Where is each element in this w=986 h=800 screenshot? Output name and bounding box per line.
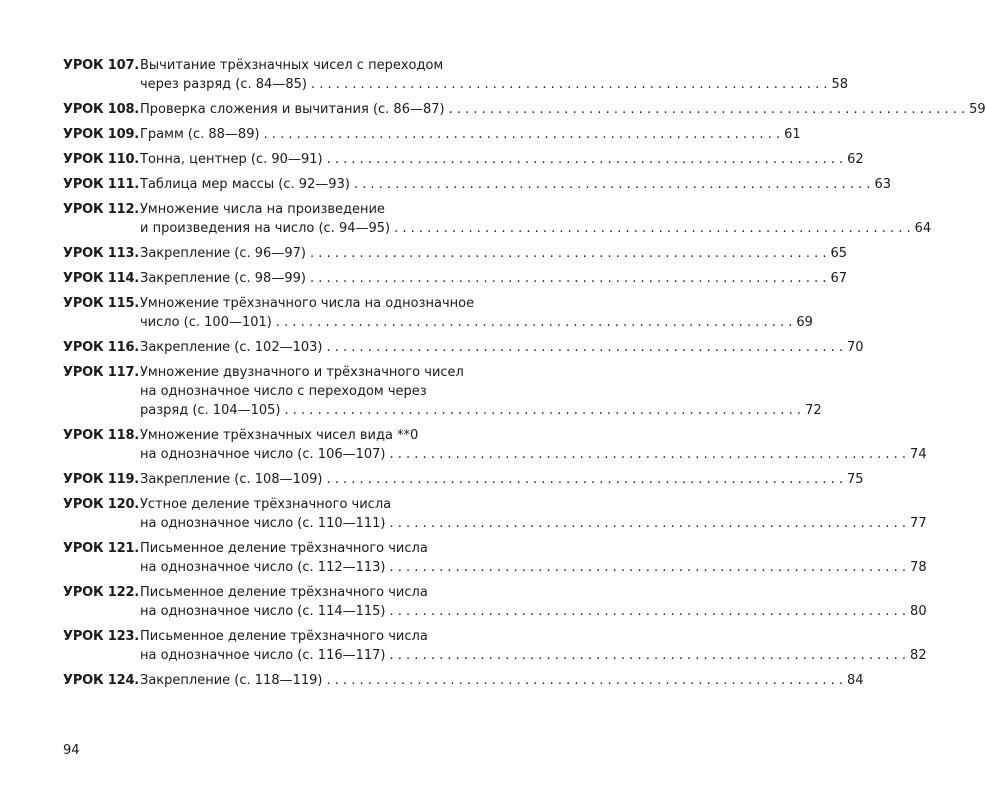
title-line [140, 495, 927, 514]
title-line [140, 539, 927, 558]
lesson-number: УРОК 124. [63, 673, 140, 688]
title-text: Закрепление (с. 108—109) [140, 472, 323, 487]
page-ref: 59 [969, 102, 986, 117]
title-line [140, 150, 864, 169]
lesson-number: УРОК 111. [63, 177, 140, 192]
title-text: Устное деление трёхзначного числа [140, 497, 392, 512]
title-text: Умножение трёхзначных чисел вида **0 [140, 428, 419, 443]
title-line [140, 175, 891, 194]
title-text: Умножение числа на произведение [140, 202, 385, 217]
dot-leader [311, 75, 828, 94]
title-line [140, 269, 847, 288]
title-text: Письменное деление трёхзначного числа [140, 585, 428, 600]
lesson-title [140, 150, 864, 169]
page-ref: 69 [796, 315, 813, 330]
title-line [140, 313, 813, 332]
toc-entry [63, 294, 813, 332]
title-line [140, 602, 927, 621]
page-ref: 78 [910, 560, 927, 575]
lesson-number: УРОК 115. [63, 296, 140, 311]
title-text: Таблица мер массы (с. 92—93) [140, 177, 350, 192]
lesson-title [140, 470, 864, 489]
title-line [140, 426, 927, 445]
page-number: 94 [63, 743, 80, 758]
lesson-title [140, 363, 822, 420]
lesson-number: УРОК 122. [63, 585, 140, 600]
title-line [140, 56, 848, 75]
title-text: Проверка сложения и вычитания (с. 86—87) [140, 102, 445, 117]
dot-leader [310, 244, 827, 263]
lesson-number: УРОК 120. [63, 497, 140, 512]
title-line [140, 363, 822, 382]
title-text: на однозначное число (с. 112—113) [140, 560, 386, 575]
dot-leader [390, 602, 907, 621]
toc-entry [63, 671, 864, 690]
page-ref: 82 [910, 648, 927, 663]
toc-entry [63, 470, 864, 489]
lesson-title [140, 426, 927, 464]
title-text: на однозначное число (с. 106—107) [140, 447, 386, 462]
dot-leader [285, 401, 802, 420]
lesson-title [140, 495, 927, 533]
page-ref: 84 [847, 673, 864, 688]
title-text: Письменное деление трёхзначного числа [140, 629, 428, 644]
lesson-title [140, 338, 864, 357]
dot-leader [327, 150, 844, 169]
title-text: на однозначное число (с. 114—115) [140, 604, 386, 619]
title-text: Закрепление (с. 102—103) [140, 340, 323, 355]
toc-entry [63, 269, 848, 288]
page-ref: 67 [830, 271, 848, 286]
lesson-title [140, 583, 927, 621]
toc-entry [63, 244, 848, 263]
dot-leader [449, 100, 966, 119]
lesson-title [140, 627, 927, 665]
title-text: через разряд (с. 84—85) [140, 77, 307, 92]
toc-entry [63, 100, 986, 119]
title-line [140, 470, 864, 489]
title-text: Письменное деление трёхзначного числа [140, 541, 428, 556]
toc-entry [63, 56, 849, 94]
title-line [140, 445, 927, 464]
dot-leader [390, 445, 907, 464]
title-line [140, 338, 864, 357]
title-line [140, 294, 813, 313]
title-line [140, 382, 822, 401]
lesson-number: УРОК 112. [63, 202, 140, 217]
lesson-number: УРОК 113. [63, 246, 140, 261]
toc-entry [63, 175, 892, 194]
title-line [140, 125, 801, 144]
lesson-title [140, 671, 864, 690]
page-ref: 58 [831, 77, 849, 92]
title-line [140, 646, 927, 665]
lesson-number: УРОК 121. [63, 541, 140, 556]
page-ref: 65 [830, 246, 848, 261]
lesson-number: УРОК 117. [63, 365, 140, 380]
lesson-title [140, 244, 847, 263]
title-text: Умножение двузначного и трёхзначного чисел [140, 365, 464, 380]
page-ref: 72 [805, 403, 822, 418]
title-text: на однозначное число с переходом через [140, 384, 427, 399]
title-line [140, 627, 927, 646]
title-text: Закрепление (с. 96—97) [140, 246, 306, 261]
lesson-number: УРОК 108. [63, 102, 140, 117]
toc-entry [63, 583, 927, 621]
lesson-number: УРОК 114. [63, 271, 140, 286]
title-line [140, 219, 931, 238]
title-line [140, 514, 927, 533]
lesson-title [140, 539, 927, 577]
toc-entry [63, 125, 801, 144]
title-text: на однозначное число (с. 110—111) [140, 516, 386, 531]
title-text: Вычитание трёхзначных чисел с переходом [140, 58, 444, 73]
title-text: и произведения на число (с. 94—95) [140, 221, 391, 236]
lesson-title [140, 125, 801, 144]
lesson-title [140, 269, 847, 288]
title-line [140, 200, 931, 219]
toc-entry [63, 539, 927, 577]
dot-leader [326, 470, 843, 489]
lesson-number: УРОК 119. [63, 472, 140, 487]
title-line [140, 100, 986, 119]
title-text: число (с. 100—101) [140, 315, 272, 330]
toc-entry [63, 627, 927, 665]
dot-leader [354, 175, 871, 194]
page-ref: 75 [847, 472, 864, 487]
title-text: Грамм (с. 88—89) [140, 127, 260, 142]
dot-leader [390, 514, 907, 533]
lesson-title [140, 294, 813, 332]
page-ref: 61 [784, 127, 801, 142]
title-line [140, 558, 927, 577]
toc-entry [63, 338, 864, 357]
lesson-number: УРОК 116. [63, 340, 140, 355]
dot-leader [326, 338, 843, 357]
dot-leader [276, 313, 793, 332]
page-ref: 80 [910, 604, 927, 619]
lesson-number: УРОК 110. [63, 152, 140, 167]
dot-leader [394, 219, 911, 238]
title-text: Закрепление (с. 98—99) [140, 271, 306, 286]
dot-leader [390, 558, 907, 577]
toc-entry [63, 426, 927, 464]
dot-leader [326, 671, 843, 690]
page-ref: 77 [910, 516, 927, 531]
lesson-title [140, 175, 891, 194]
title-line [140, 401, 822, 420]
lesson-number: УРОК 107. [63, 58, 140, 73]
toc-entry [63, 150, 864, 169]
title-line [140, 75, 848, 94]
toc-entry [63, 363, 822, 420]
dot-leader [264, 125, 781, 144]
lesson-title [140, 56, 848, 94]
toc-entry [63, 200, 932, 238]
title-text: разряд (с. 104—105) [140, 403, 281, 418]
lesson-number: УРОК 109. [63, 127, 140, 142]
lesson-title [140, 200, 931, 238]
lesson-number: УРОК 123. [63, 629, 140, 644]
page-ref: 74 [910, 447, 927, 462]
title-text: Умножение трёхзначного числа на однозначное [140, 296, 475, 311]
lesson-title [140, 100, 986, 119]
title-text: Закрепление (с. 118—119) [140, 673, 323, 688]
lesson-number: УРОК 118. [63, 428, 140, 443]
title-text: Тонна, центнер (с. 90—91) [140, 152, 323, 167]
dot-leader [390, 646, 907, 665]
page-ref: 70 [847, 340, 864, 355]
table-of-contents [63, 56, 986, 696]
dot-leader [310, 269, 827, 288]
title-line [140, 244, 847, 263]
page-ref: 64 [914, 221, 932, 236]
title-text: на однозначное число (с. 116—117) [140, 648, 386, 663]
toc-entry [63, 495, 927, 533]
title-line [140, 583, 927, 602]
page-ref: 62 [847, 152, 864, 167]
page-ref: 63 [874, 177, 892, 192]
title-line [140, 671, 864, 690]
